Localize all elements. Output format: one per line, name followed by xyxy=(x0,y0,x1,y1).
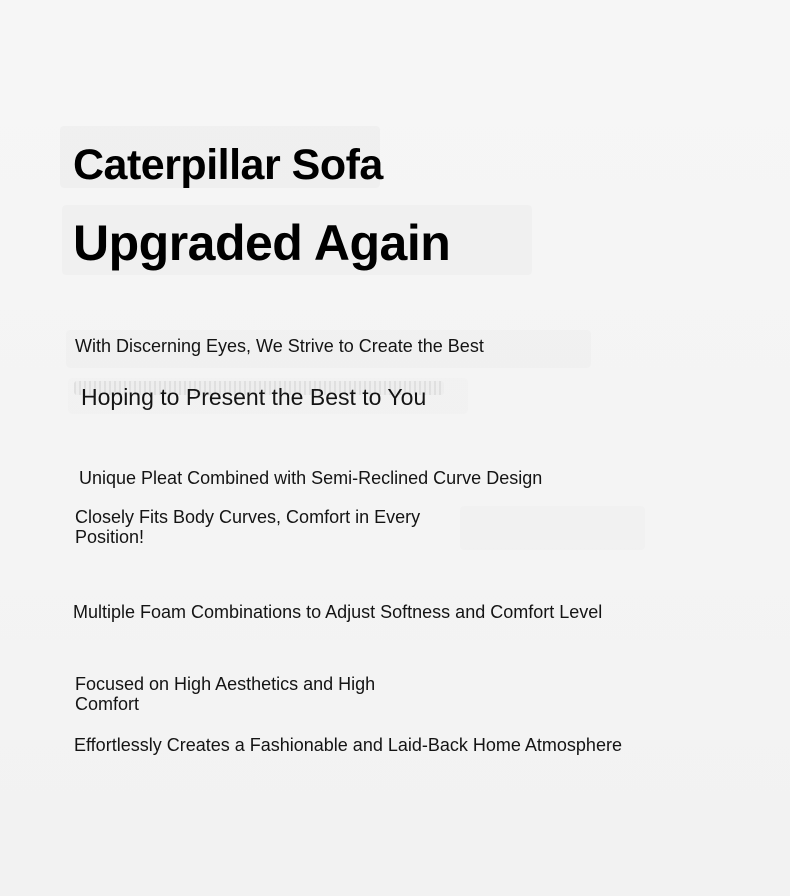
feature-foam-combinations: Multiple Foam Combinations to Adjust Softness and Comfort Level xyxy=(73,602,603,622)
tagline-discerning-eyes: With Discerning Eyes, We Strive to Create the Best xyxy=(75,336,484,356)
background-smudge xyxy=(460,506,645,550)
tagline-present-best: Hoping to Present the Best to You xyxy=(81,384,427,410)
poster-title-line-1: Caterpillar Sofa xyxy=(73,141,383,189)
feature-aesthetics-comfort: Focused on High Aesthetics and High Comfort xyxy=(75,674,376,714)
feature-home-atmosphere: Effortlessly Creates a Fashionable and Laid-Back Home Atmosphere xyxy=(74,735,622,755)
poster-title-line-2: Upgraded Again xyxy=(73,215,451,271)
feature-pleat-design: Unique Pleat Combined with Semi-Reclined Curve Design xyxy=(79,468,543,488)
feature-body-curves: Closely Fits Body Curves, Comfort in Every Position! xyxy=(75,507,421,547)
